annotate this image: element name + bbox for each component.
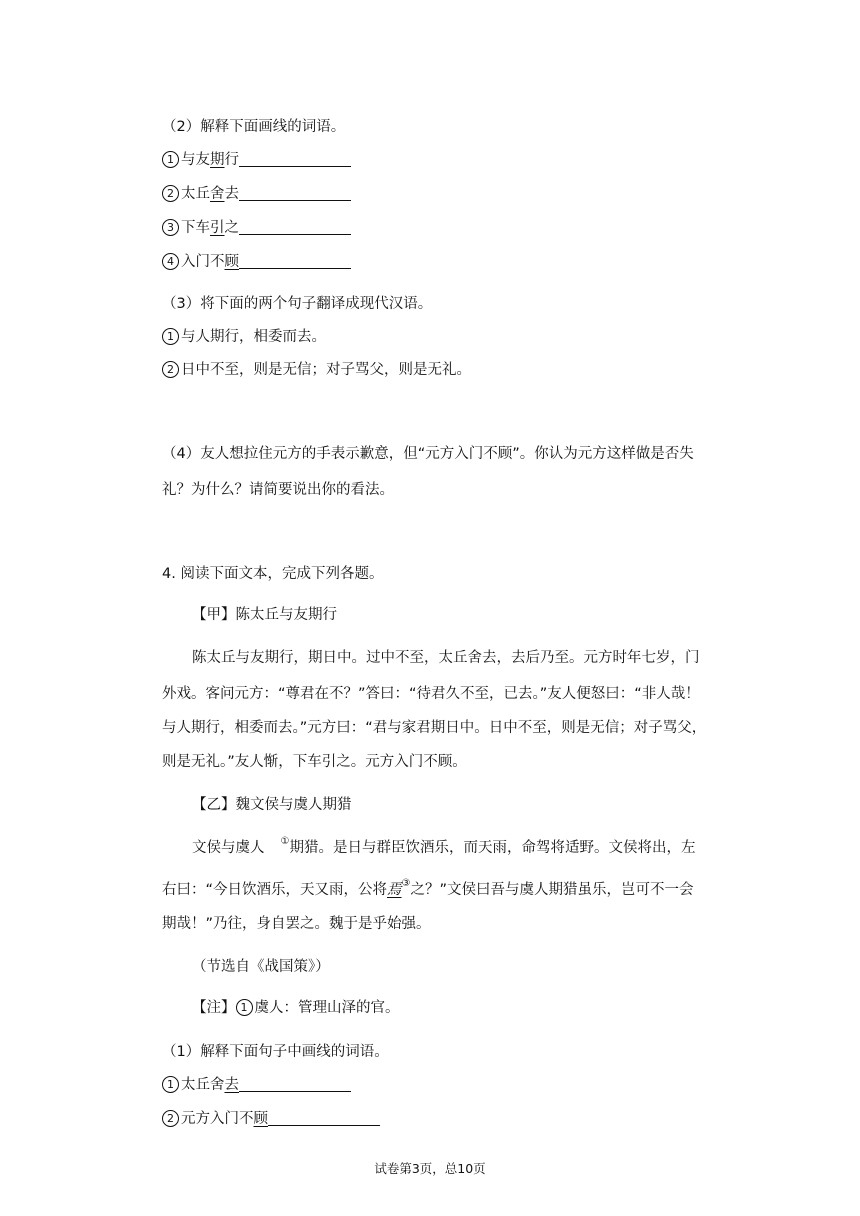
text: 太丘 xyxy=(181,186,210,202)
text: 与友 xyxy=(181,152,210,168)
section-heading: 4. 阅读下面文本，完成下列各题。 xyxy=(162,566,384,582)
answer-blank[interactable] xyxy=(239,220,351,235)
underlined-word: 期 xyxy=(210,152,225,168)
text: 文侯与虞人 xyxy=(192,840,265,856)
q1-item-2 xyxy=(162,1109,380,1129)
text: 下车 xyxy=(181,220,210,236)
q2-item-3 xyxy=(162,218,351,238)
q4-line-1: （4）友人想拉住元方的手表示歉意，但“元方入门不顾”。你认为元方这样做是否失 xyxy=(162,446,694,462)
yi-title: 【乙】魏文侯与虞人期猎 xyxy=(192,797,352,813)
jia-line-1: 陈太丘与友期行，期日中。过中不至，太丘舍去，去后乃至。元方时年七岁，门 xyxy=(192,650,700,666)
footnote-marker: ③ xyxy=(401,878,411,889)
circled-number: 2 xyxy=(162,185,179,202)
q2-item-2 xyxy=(162,184,351,204)
text: 之？”文侯曰吾与虞人期猎虽乐，岂可不一会 xyxy=(410,882,694,898)
circled-number: 1 xyxy=(162,1076,179,1093)
q3-sentence-1 xyxy=(162,327,326,347)
q2-item-4 xyxy=(162,252,351,272)
text: 去 xyxy=(224,186,239,202)
text: 与人期行，相委而去。 xyxy=(181,329,326,345)
text: 太丘舍 xyxy=(181,1077,225,1093)
q4-line-2: 礼？为什么？请简要说出你的看法。 xyxy=(162,482,394,498)
circled-number: 2 xyxy=(162,1110,179,1127)
text: 行 xyxy=(224,152,239,168)
circled-number: 1 xyxy=(236,999,253,1016)
footnote-marker: ① xyxy=(280,836,290,847)
underlined-word: 去 xyxy=(224,1077,239,1093)
q3-title: （3）将下面的两个句子翻译成现代汉语。 xyxy=(162,296,433,312)
answer-blank[interactable] xyxy=(239,186,351,201)
circled-number: 2 xyxy=(162,361,179,378)
jia-line-2: 外戏。客问元方：“尊君在不？”答曰：“待君久不至，已去。”友人便怒曰：“非人哉！ xyxy=(162,686,700,702)
circled-number: 3 xyxy=(162,219,179,236)
underlined-word: 顾 xyxy=(224,254,239,270)
q3-sentence-2 xyxy=(162,360,471,380)
page-footer: 试卷第3页，总10页 xyxy=(374,1161,486,1176)
answer-blank[interactable] xyxy=(239,1077,351,1092)
q2-item-1 xyxy=(162,150,351,170)
q2-title: （2）解释下面画线的词语。 xyxy=(162,119,346,135)
q1-item-1 xyxy=(162,1075,351,1095)
answer-blank[interactable] xyxy=(239,152,351,167)
circled-number: 1 xyxy=(162,151,179,168)
yi-line-3: 期哉！”乃往，身自罢之。魏于是乎始强。 xyxy=(162,916,431,932)
answer-blank[interactable] xyxy=(239,254,351,269)
text: 期猎。是日与群臣饮酒乐，而天雨，命驾将适野。文侯将出，左 xyxy=(289,840,696,856)
text: 右曰：“今日饮酒乐，天又雨，公将 xyxy=(162,882,388,898)
text: 入门不 xyxy=(181,254,225,270)
q1-title: （1）解释下面句子中画线的词语。 xyxy=(162,1044,389,1060)
jia-line-3: 与人期行，相委而去。”元方曰：“君与家君期日中。日中不至，则是无信；对子骂父， xyxy=(162,720,707,736)
circled-number: 4 xyxy=(162,253,179,270)
underlined-word: 顾 xyxy=(253,1111,268,1127)
text: 【注】 xyxy=(192,1000,236,1016)
source-note: （节选自《战国策》） xyxy=(192,959,330,975)
text: 之 xyxy=(224,220,239,236)
underlined-word: 引 xyxy=(210,220,225,236)
text: 虞人：管理山泽的官。 xyxy=(254,1000,400,1016)
text: 日中不至，则是无信；对子骂父，则是无礼。 xyxy=(181,362,471,378)
underlined-word: 焉 xyxy=(387,882,402,898)
answer-blank[interactable] xyxy=(268,1111,380,1126)
annotation xyxy=(192,998,400,1018)
underlined-word: 舍 xyxy=(210,186,225,202)
circled-number: 1 xyxy=(162,328,179,345)
jia-title: 【甲】陈太丘与友期行 xyxy=(192,607,337,623)
jia-line-4: 则是无礼。”友人惭，下车引之。元方入门不顾。 xyxy=(162,754,467,770)
yi-line-1 xyxy=(192,838,695,860)
yi-line-2 xyxy=(162,880,694,902)
text: 元方入门不 xyxy=(181,1111,254,1127)
